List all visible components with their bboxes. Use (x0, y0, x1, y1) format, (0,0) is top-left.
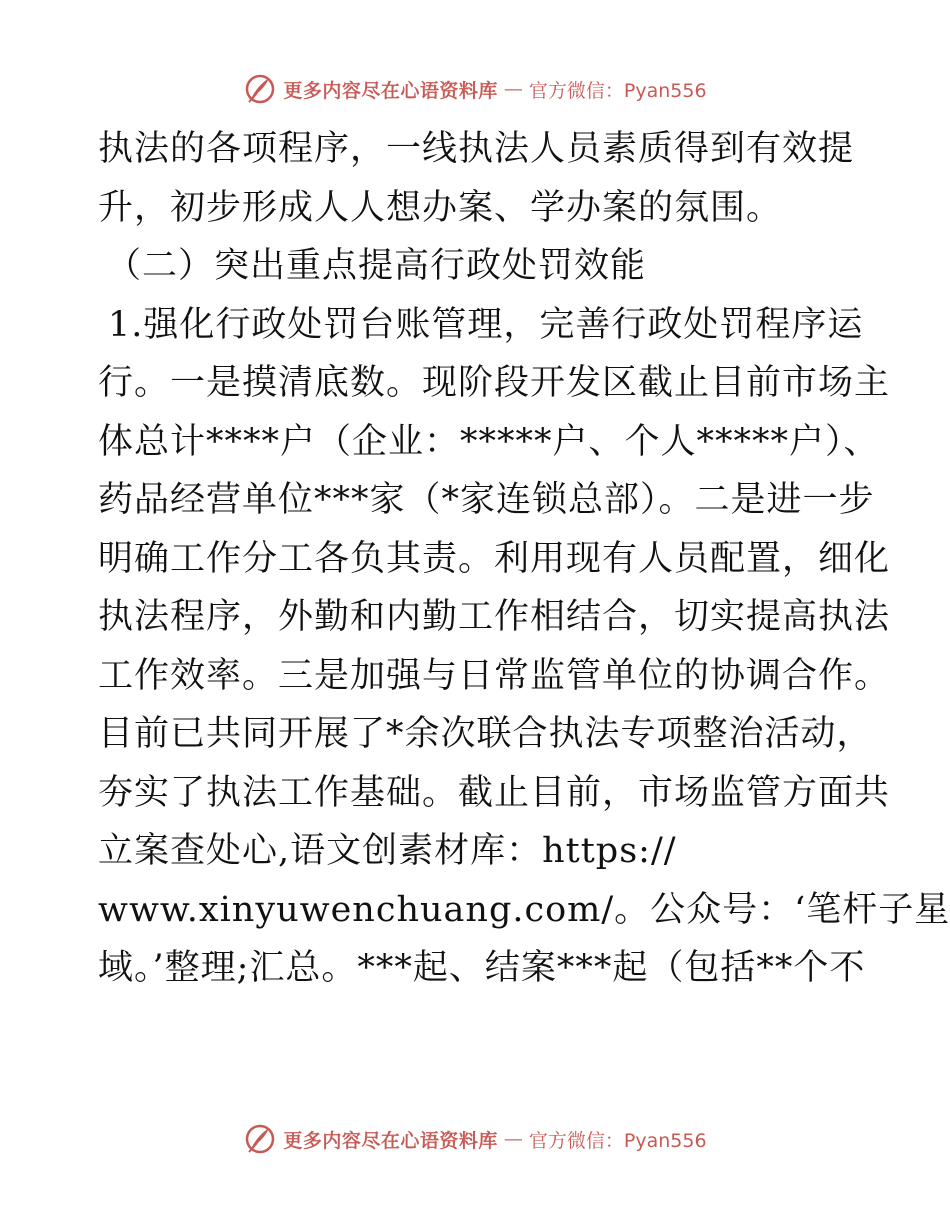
watermark-text: 更多内容尽在心语资料库 (283, 1129, 498, 1152)
section-heading: （二）突出重点提高行政处罚效能 (106, 246, 647, 286)
text-line: 执法程序，外勤和内勤工作相结合，切实提高执法 (98, 597, 891, 637)
footer-watermark (0, 1122, 950, 1156)
watermark-contact: 官方微信：Pyan556 (528, 1129, 707, 1152)
text-line: 夯实了执法工作基础。截止目前，市场监管方面共 (98, 772, 891, 813)
watermark-separator: — (503, 1128, 523, 1150)
text-line: 升，初步形成人人想办案、学办案的氛围。 (98, 187, 783, 228)
text-line: 域。’整理;汇总。***起、结案***起（包括**个不 (98, 948, 866, 988)
document-body (98, 120, 950, 998)
watermark-text: 更多内容尽在心语资料库 (283, 79, 498, 102)
watermark-separator: — (503, 78, 523, 100)
text-line: 执法的各项程序，一线执法人员素质得到有效提 (98, 129, 855, 169)
text-line: 立案查处心,语文创素材库：https:// (98, 831, 677, 871)
feather-logo-icon (243, 72, 277, 106)
text-line: 体总计****户（企业：*****户、个人*****户）、 (98, 421, 880, 462)
text-line: 明确工作分工各负其责。利用现有人员配置，细化 (98, 538, 891, 579)
subsection-line: 1.强化行政处罚台账管理，完善行政处罚程序运 (108, 304, 864, 345)
header-watermark (0, 72, 950, 106)
text-line: 药品经营单位***家（*家连锁总部）。二是进一步 (98, 480, 875, 520)
feather-logo-icon (243, 1122, 277, 1156)
text-line: 行。一是摸清底数。现阶段开发区截止目前市场主 (98, 363, 891, 403)
text-line: www.xinyuwenchuang.com/。公众号：‘笔杆子星 (98, 889, 950, 930)
text-line: 目前已共同开展了*余次联合执法专项整治活动， (98, 714, 873, 754)
text-line: 工作效率。三是加强与日常监管单位的协调合作。 (98, 655, 891, 696)
watermark-contact: 官方微信：Pyan556 (528, 79, 707, 102)
